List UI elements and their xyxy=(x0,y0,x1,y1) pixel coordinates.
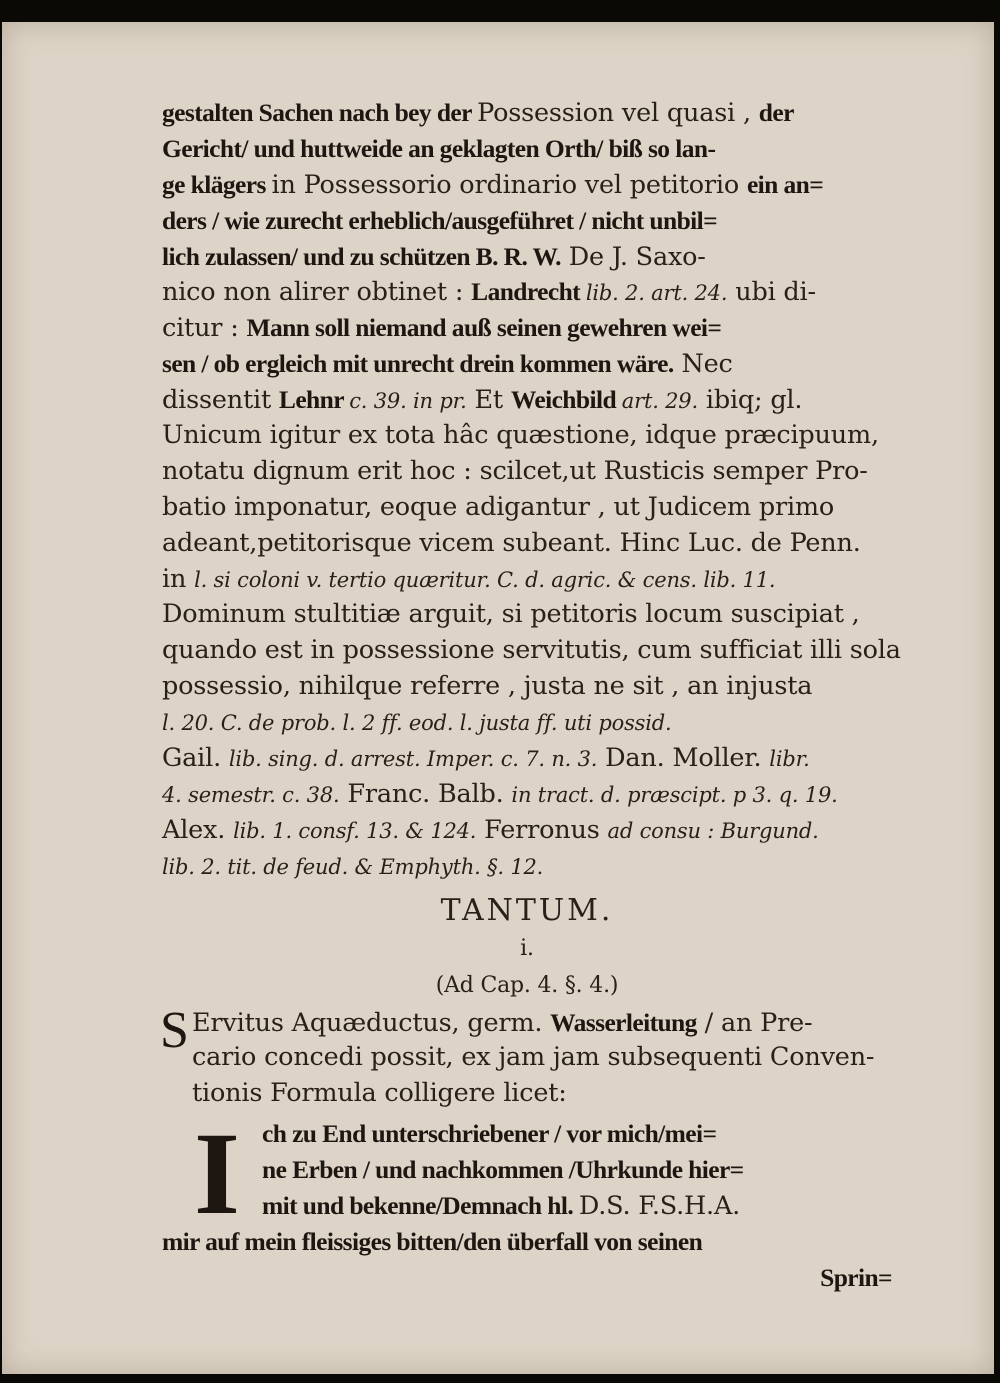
latin-text: possessio, nihilque referre , justa ne sit , an injusta xyxy=(162,671,813,702)
text-line xyxy=(162,418,892,454)
text-line xyxy=(162,490,892,526)
latin-text: Gail. xyxy=(162,743,229,774)
text-line xyxy=(192,1076,892,1112)
text-line xyxy=(162,1260,892,1296)
italic-citation: l. 20. C. de prob. l. 2 ff. eod. l. justa ff. uti possid. xyxy=(162,711,672,736)
latin-text: Dan. Moller. xyxy=(597,743,770,774)
latin-text: Ferronus xyxy=(476,814,608,845)
text-line xyxy=(162,95,892,131)
latin-text: De J. Saxo- xyxy=(560,241,706,272)
text-line xyxy=(162,705,892,741)
fraktur-text: lich zulassen/ und zu schützen B. R. W. xyxy=(162,241,561,271)
latin-text: Nec xyxy=(673,349,733,380)
italic-citation: lib. 2. art. 24. xyxy=(585,281,728,306)
latin-text: cario concedi possit, ex jam jam subsequenti Conven- xyxy=(192,1042,875,1073)
fraktur-text: ne Erben / und nachkommen /Uhrkunde hier= xyxy=(262,1155,744,1185)
latin-text: dissentit xyxy=(162,385,279,416)
fraktur-text: sen / ob ergleich mit unrecht drein kommen wäre. xyxy=(162,349,674,379)
text-line xyxy=(162,239,892,275)
text-line xyxy=(162,777,892,813)
latin-text: Et xyxy=(466,385,511,416)
paragraph-formula xyxy=(162,1108,892,1295)
latin-text: Unicum igitur ex tota hâc quæstione, idque præcipuum, xyxy=(162,420,879,451)
latin-text: batio imponatur, eoque adigantur , ut Judicem primo xyxy=(162,491,835,522)
fraktur-text: Landrecht xyxy=(471,277,586,307)
latin-text: nico non alirer obtinet : xyxy=(162,277,472,308)
fraktur-text: Weichbild xyxy=(510,385,622,415)
italic-citation: c. 39. in pr. xyxy=(349,389,467,414)
latin-text: Ervitus Aquæductus, germ. xyxy=(192,1007,551,1038)
section-heading: TANTUM. xyxy=(440,892,614,928)
latin-text: Possession vel quasi , xyxy=(477,98,759,128)
fraktur-text: Mann soll niemand auß seinen gewehren wei= xyxy=(246,313,722,343)
text-line xyxy=(162,562,892,598)
text-line xyxy=(162,1152,892,1188)
italic-citation: lib. 2. tit. de feud. & Emphyth. §. 12. xyxy=(162,854,544,879)
section-reference: (Ad Cap. 4. §. 4.) xyxy=(435,972,619,998)
text-line xyxy=(162,1224,892,1260)
fraktur-text: der xyxy=(758,98,794,127)
text-line xyxy=(162,741,892,777)
latin-text: in Possessorio ordinario vel petitorio xyxy=(271,169,747,200)
fraktur-text: Gericht/ und huttweide an geklagten Orth/ biß so lan- xyxy=(162,133,716,163)
italic-citation: in tract. d. præscipt. p 3. q. 19. xyxy=(511,782,838,807)
italic-citation: l. si coloni v. tertio quæritur. C. d. agric. & cens. lib. 11. xyxy=(194,567,776,592)
drop-cap-i: I xyxy=(194,1108,240,1240)
latin-text: D.S. F.S.H.A. xyxy=(578,1191,741,1222)
latin-text: / an Pre- xyxy=(696,1007,813,1038)
italic-citation: 4. semestr. c. 38. xyxy=(162,782,340,807)
text-line xyxy=(162,203,892,239)
paragraph-formula-lines xyxy=(162,1108,892,1295)
fraktur-text: ge klägers xyxy=(162,169,272,199)
text-line xyxy=(192,1040,892,1076)
text-line xyxy=(162,669,892,705)
italic-citation: ad consu : Burgund. xyxy=(607,818,819,843)
latin-text: in xyxy=(162,563,195,594)
text-line xyxy=(162,274,892,310)
top-margin xyxy=(0,0,1000,22)
fraktur-text: Wasserleitung xyxy=(550,1007,697,1037)
section-number: i. xyxy=(520,935,534,961)
italic-citation: lib. 1. consf. 13. & 124. xyxy=(233,818,477,843)
latin-text: tionis Formula colligere licet: xyxy=(192,1078,567,1109)
fraktur-text: ch zu End unterschriebener / vor mich/mei= xyxy=(262,1119,717,1149)
text-line xyxy=(162,454,892,490)
text-line xyxy=(162,131,892,167)
fraktur-text: mir auf mein fleissiges bitten/den überfall von seinen xyxy=(162,1226,703,1256)
text-line xyxy=(162,526,892,562)
paragraph-main xyxy=(162,95,901,885)
fraktur-text: Lehnr xyxy=(278,385,350,415)
text-line xyxy=(162,597,892,633)
italic-citation: art. 29. xyxy=(621,389,698,414)
text-line xyxy=(162,813,892,849)
text-line xyxy=(162,1188,892,1224)
paragraph-servitus-lines xyxy=(160,1001,892,1113)
latin-text: citur : xyxy=(162,313,247,344)
latin-text: Alex. xyxy=(162,814,234,845)
text-line xyxy=(162,849,892,885)
italic-citation: libr. xyxy=(769,747,810,772)
latin-text: ibiq; gl. xyxy=(697,385,803,416)
fraktur-text: ders / wie zurecht erheblich/ausgeführet / nicht unbil= xyxy=(162,205,718,235)
text-line xyxy=(162,310,892,346)
text-line xyxy=(192,1005,892,1041)
text-line xyxy=(162,167,892,203)
text-line xyxy=(162,346,892,382)
text-line xyxy=(162,633,901,669)
italic-citation: lib. sing. d. arrest. Imper. c. 7. n. 3. xyxy=(228,747,598,772)
fraktur-text: mit und bekenne/Demnach hl. xyxy=(262,1191,579,1221)
paragraph-servitus xyxy=(160,1001,892,1113)
latin-text: notatu dignum erit hoc : scilcet,ut Rusticis semper Pro- xyxy=(162,455,868,486)
fraktur-text: Sprin= xyxy=(820,1262,892,1292)
latin-text: ubi di- xyxy=(727,277,816,308)
page-text xyxy=(160,95,901,1296)
latin-text: adeant,petitorisque vicem subeant. Hinc Luc. de Penn. xyxy=(162,527,861,558)
latin-text: Dominum stultitiæ arguit, si petitoris locum suscipiat , xyxy=(162,599,860,630)
fraktur-text: ein an= xyxy=(746,169,824,199)
text-line xyxy=(162,1116,892,1152)
text-line xyxy=(162,382,892,418)
latin-text: quando est in possessione servitutis, cum sufficiat illi sola xyxy=(162,635,901,666)
fraktur-text: gestalten Sachen nach bey der xyxy=(162,98,478,127)
drop-cap-s: S xyxy=(160,1001,189,1059)
latin-text: Franc. Balb. xyxy=(339,778,512,809)
